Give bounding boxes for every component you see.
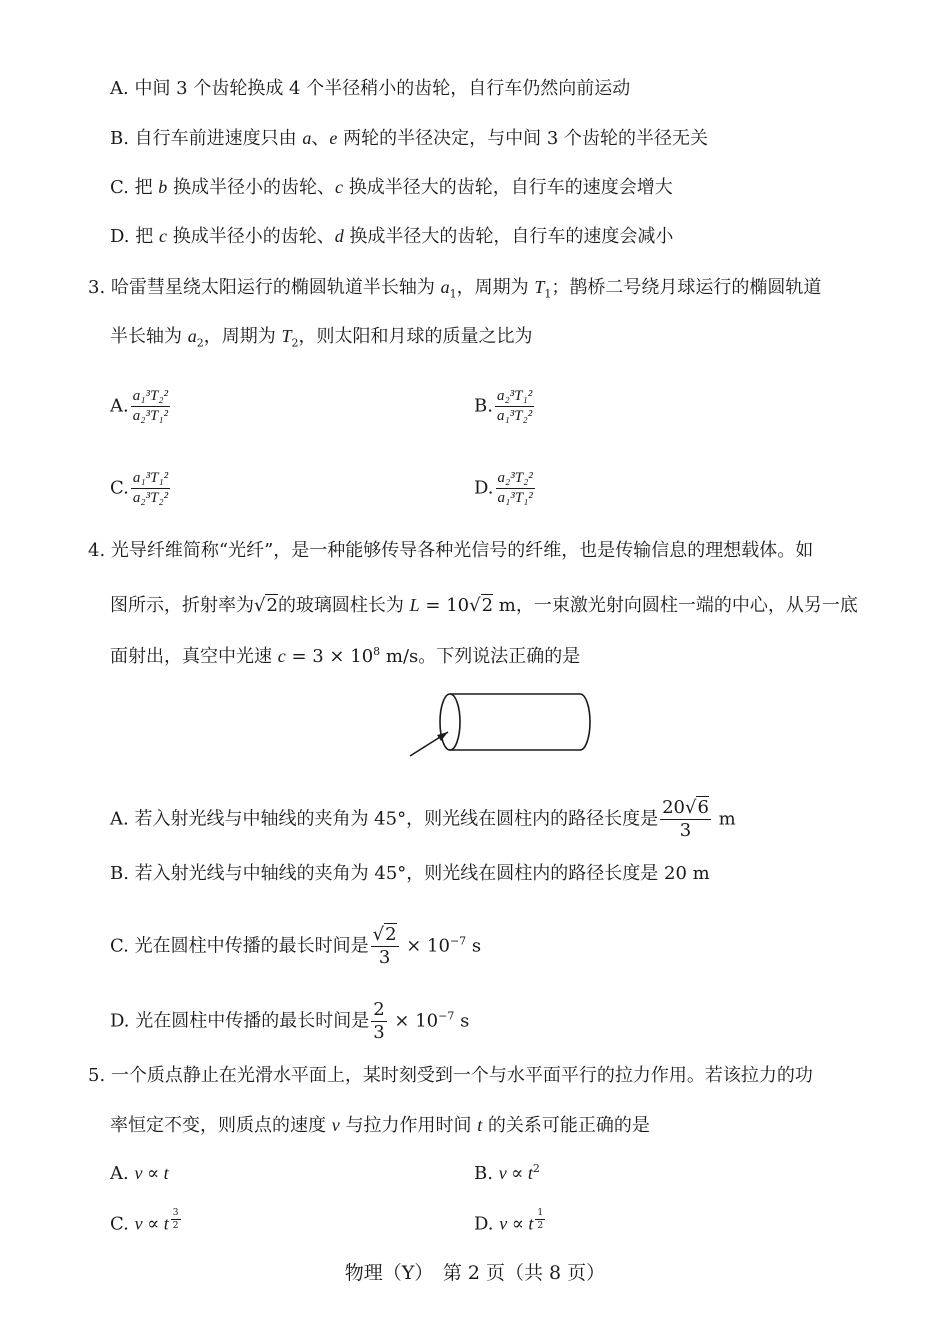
- text: ，周期为: [203, 326, 282, 347]
- glass-cylinder-figure: [388, 688, 598, 760]
- text: C. 把: [110, 177, 159, 198]
- denominator: a₁³T₂²: [496, 408, 533, 424]
- numerator: a₂³T₁²: [495, 388, 534, 407]
- text: = 3 × 10: [285, 646, 374, 667]
- text: ，则太阳和月球的质量之比为: [298, 326, 533, 347]
- q5-stem-line1: 5. 一个质点静止在光滑水平面上，某时刻受到一个与水平面平行的拉力作用。若该拉力的功: [88, 1065, 813, 1086]
- q5-option-d: [474, 1208, 547, 1238]
- text: 与拉力作用时间: [339, 1115, 478, 1136]
- text: 换成半径大的齿轮，自行车的速度会增大: [343, 177, 673, 198]
- exponent: −7: [438, 1009, 455, 1023]
- q4-option-d: [110, 1000, 469, 1043]
- exponent: 2: [532, 1162, 540, 1175]
- unit: s: [466, 935, 482, 957]
- q3-option-a: [110, 388, 172, 425]
- unit: m: [712, 808, 736, 830]
- numerator: 3: [172, 1208, 179, 1218]
- text: 换成半径大的齿轮，自行车的速度会减小: [343, 226, 674, 247]
- text: 换成半径小的齿轮、: [166, 226, 335, 247]
- q2-option-c: [110, 174, 673, 201]
- denominator: 3: [679, 820, 692, 841]
- expression: v ∝ t: [134, 1213, 169, 1234]
- text: 率恒定不变，则质点的速度: [110, 1115, 332, 1136]
- numerator: 2: [373, 999, 385, 1020]
- fraction: [660, 798, 711, 841]
- q3-stem-line1: 3. 哈雷彗星绕太阳运行的椭圆轨道半长轴为 $a_1$，周期为 $T_1$；鹊桥二号绕月球运行的椭圆轨道: [88, 277, 822, 301]
- numerator: 20√6: [662, 797, 709, 818]
- var-d: d: [334, 226, 344, 246]
- q4-stem-line2: 图所示，折射率为√2的玻璃圆柱长为 L = 10√2 m，一束激光射向圆柱一端的中心，从另一底: [110, 595, 858, 616]
- q4-option-a: [110, 798, 736, 841]
- denominator: a₁³T₁²: [497, 490, 533, 506]
- denominator: a₂³T₂²: [132, 490, 169, 506]
- q3-option-c: [110, 470, 172, 507]
- text: = 10: [419, 595, 470, 616]
- text: A. 若入射光线与中轴线的夹角为 45°，则光线在圆柱内的路径长度是: [110, 808, 659, 830]
- sqrt-radicand: 2: [266, 595, 278, 616]
- var-t: t: [477, 1115, 483, 1135]
- text: C. 光在圆柱中传播的最长时间是: [110, 935, 369, 957]
- denominator: 2: [537, 1221, 544, 1231]
- var-a1: a: [440, 277, 450, 297]
- exponent: 8: [373, 645, 381, 658]
- denominator: 3: [373, 1022, 385, 1043]
- fraction: [496, 470, 535, 507]
- option-label: D.: [474, 477, 494, 499]
- numerator: 1: [537, 1208, 544, 1218]
- text: 图所示，折射率为: [110, 595, 254, 616]
- numerator: a₁³T₁²: [131, 470, 170, 489]
- var-T1: T: [534, 277, 545, 297]
- text: 的玻璃圆柱长为: [277, 595, 410, 616]
- fractional-exponent: [171, 1208, 181, 1231]
- fraction: [371, 1000, 386, 1043]
- text: 3. 哈雷彗星绕太阳运行的椭圆轨道半长轴为: [88, 277, 441, 298]
- option-label: C.: [110, 477, 129, 499]
- text: m，一束激光射向圆柱一端的中心，从另一底: [493, 595, 858, 616]
- text: 的关系可能正确的是: [482, 1115, 650, 1136]
- sqrt-radicand: 2: [385, 924, 397, 945]
- q4-option-c: [110, 925, 481, 968]
- option-label: D.: [474, 1213, 494, 1235]
- q4-stem-line3: [110, 643, 580, 670]
- q2-option-b: [110, 125, 708, 152]
- var-e: e: [329, 128, 338, 148]
- text: 两轮的半径决定，与中间 3 个齿轮的半径无关: [337, 128, 709, 149]
- q4-option-b: B. 若入射光线与中轴线的夹角为 45°，则光线在圆柱内的路径长度是 20 m: [110, 863, 710, 884]
- numerator: a₁³T₂²: [131, 388, 170, 407]
- q3-option-d: [474, 470, 537, 507]
- page-footer: 物理（Y） 第 2 页（共 8 页）: [344, 1262, 606, 1284]
- option-label: B.: [474, 395, 493, 417]
- text: 面射出，真空中光速: [110, 646, 278, 667]
- var-b: b: [158, 177, 168, 197]
- q5-option-c: [110, 1208, 183, 1238]
- var-v: v: [331, 1115, 340, 1135]
- denominator: 2: [172, 1221, 179, 1231]
- fraction: [371, 925, 399, 968]
- text: 、: [311, 128, 330, 149]
- var-a2: a: [187, 326, 197, 346]
- q3-stem-line2: 半长轴为 $a_2$，周期为 $T_2$，则太阳和月球的质量之比为: [110, 326, 533, 350]
- numerator: a₂³T₂²: [496, 470, 535, 489]
- text: 换成半径小的齿轮、: [167, 177, 336, 198]
- var-c: c: [335, 177, 344, 197]
- option-label: C.: [110, 1213, 129, 1235]
- text: m/s。下列说法正确的是: [380, 646, 581, 667]
- text: B. 自行车前进速度只由: [110, 128, 303, 149]
- sqrt-radicand: 6: [697, 797, 709, 818]
- fractional-exponent: [535, 1208, 545, 1231]
- numerator: √2: [372, 924, 397, 945]
- text: 半长轴为: [110, 326, 188, 347]
- fraction: [495, 388, 534, 425]
- var-a: a: [302, 128, 312, 148]
- text: 20: [662, 797, 685, 818]
- q5-stem-line2: [110, 1112, 650, 1139]
- option-label: B.: [474, 1163, 493, 1184]
- sqrt-radicand: 2: [481, 595, 494, 616]
- cylinder-body: [450, 694, 590, 750]
- q5-option-a: [110, 1160, 169, 1187]
- denominator: 3: [378, 947, 391, 968]
- text: × 10: [388, 1010, 439, 1032]
- text: ，周期为: [456, 277, 535, 298]
- q5-option-b: [474, 1160, 540, 1187]
- var-T2: T: [281, 326, 292, 346]
- expression: v ∝ t: [498, 1163, 533, 1183]
- text: ；鹊桥二号绕月球运行的椭圆轨道: [551, 277, 822, 298]
- q2-option-a: A. 中间 3 个齿轮换成 4 个半径稍小的齿轮，自行车仍然向前运动: [110, 78, 631, 99]
- option-label: A.: [110, 395, 129, 417]
- expression: v ∝ t: [134, 1163, 169, 1183]
- q2-option-d: [110, 223, 673, 250]
- text: × 10: [400, 935, 450, 957]
- text: D. 光在圆柱中传播的最长时间是: [110, 1010, 370, 1032]
- var-c: c: [277, 646, 286, 666]
- denominator: a₂³T₁²: [132, 408, 169, 424]
- text: D. 把: [110, 226, 159, 247]
- fraction: [131, 388, 170, 425]
- fraction: [131, 470, 170, 507]
- unit: s: [454, 1010, 470, 1032]
- cylinder-front-face: [440, 694, 460, 750]
- var-c: c: [158, 226, 167, 246]
- option-label: A.: [110, 1163, 129, 1184]
- exponent: −7: [449, 934, 467, 948]
- q4-stem-line1: 4. 光导纤维简称“光纤”，是一种能够传导各种光信号的纤维，也是传输信息的理想载体。如: [88, 540, 814, 561]
- q3-option-b: [474, 388, 536, 425]
- expression: v ∝ t: [499, 1213, 534, 1234]
- var-L: L: [409, 595, 420, 615]
